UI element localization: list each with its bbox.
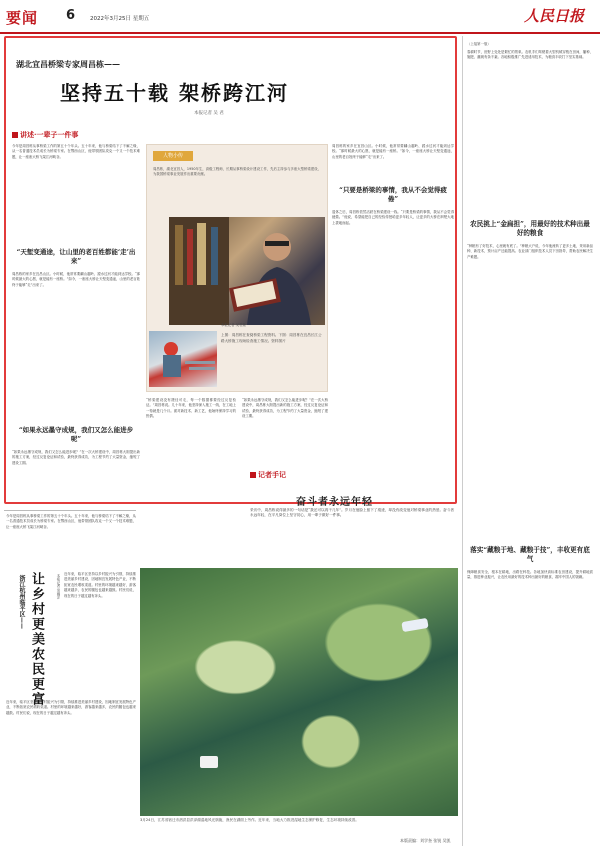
red-square-icon [250, 472, 256, 478]
body-column-3: “如果永远墨守成规，我们又怎么能进步呢？”在一次大桥建设中，周昌栋大胆提出新的施工方案，经过反复论证和试验，最终获得成功，为工程节约了大量资金，缩短了建设工期。 [12, 450, 140, 465]
upper-left-text: 今年是周昌栋从事桥梁工作的第五十个年头。五十年来，他与桥梁结下了不解之缘，从一名普通技术员成长为桥梁专家。在鄂西山区，他带领团队攻克一个又一个技术难题，让一座座大桥飞架江河峡谷。 [6, 514, 136, 529]
featured-article[interactable] [4, 36, 457, 518]
note-body: 采访中，周昌栋说得最多的一句话是“我还可以再干几年”。岁月在他脸上留下了痕迹，却没有改变他对桥梁事业的热爱。奋斗者永远年轻，在平凡岗位上坚守初心，用一辈子做好一件事。 [250, 508, 454, 518]
body-column-7: 退休之后，周昌栋依然活跃在桥梁建设一线。“只要是桥梁的事情，我从不会觉得疲倦。”他说，希望能把自己的经验传授给更多年轻人，让更多的大桥在荆楚大地上拔地而起。 [332, 210, 454, 225]
right-body-2: “种粮有了好技术，心里就有底了。”种粮大户说，今年他流转了更多土地，采用新品种、新技术，预计亩产还能提高。农业部门组织技术人员下田指导，帮助农民解决生产难题。 [467, 244, 593, 259]
article-byline: 本报记者 吴 君 [194, 111, 224, 116]
right-body-1: 春耕时节，田野上处处是繁忙的景象。农机手们驾驶着大型机械穿梭在田间，播种、施肥、灌溉有条不紊。各地积极推广先进适用技术，为粮食丰收打下坚实基础。 [467, 50, 593, 60]
right-column [462, 36, 596, 846]
article-region: 浙江杭州临平区—— [18, 575, 25, 629]
body-column-5: “如果永远墨守成规，我们又怎么能进步呢？”在一次大桥建设中，周昌栋大胆提出新的施工方案，经过反复论证和试验，最终获得成功，为工程节约了大量资金，缩短了建设工期。 [242, 398, 328, 419]
boat-icon [401, 618, 428, 632]
article-kicker: 湖北宜昌桥梁专家周昌栋—— [16, 59, 120, 69]
right-body-3: 保障粮食安全，根本在耕地，出路在科技。各地加快高标准农田建设，提升耕地质量，推进种业振兴，让农民用最好的技术种出最好的粮食，端牢中国人的饭碗。 [467, 570, 593, 580]
site-photo [149, 331, 217, 387]
photo-caption: 上图：周昌栋在查阅桥梁工程资料。下图：周昌栋在宜昌长江公路大桥施工现场检查施工情况。资料图片 [221, 333, 322, 343]
body-column-6: 周昌栋的家乡在宜昌山区。小时候，他常常要翻山越岭、蹚水过河才能到达学校。“那时候最大的心愿，就是能有一座桥。”如今，一座座大桥让天堑变通途，山里的老百姓终于能够“走”出来了。 [332, 144, 454, 159]
masthead [0, 0, 600, 34]
wetland-photo-caption: 3月24日，江苏省宿迁市泗洪县洪泽湖湿地风光旖旎，渔民在湖面上劳作。近年来，当地大力推进湿地生态保护修复，生态环境持续改善。 [140, 818, 359, 822]
bottom-left-body-1: 近年来，临平区坚持以乡村振兴为引领，持续推进美丽乡村建设，因地制宜发展特色产业，不断拓宽农民增收渠道。村里的环境越来越好，游客越来越多，农民的腰包也越来越鼓。村民们说，现在的日子越过越有奔头。 [64, 572, 136, 598]
article-byline-vertical: 本报记者 窦瀚洋 [56, 574, 60, 599]
profile-bio: 周昌栋，湖北宜昌人，1950年生，高级工程师，长期从事桥梁设计建设工作，先后主持参与多座大型桥梁建设，为我国桥梁事业发展作出重要贡献。 [153, 167, 321, 177]
profile-label: 人物小传 [153, 151, 193, 161]
body-column-2: 周昌栋的家乡在宜昌山区。小时候，他常常要翻山越岭、蹚水过河才能到达学校。“那时候最大的心愿，就是能有一座桥。”如今，一座座大桥让天堑变通途，山里的老百姓终于能够“走”出来了。 [12, 272, 140, 287]
right-title-2[interactable]: 落实“藏粮于地、藏粮于技”，丰收更有底气 [470, 546, 590, 563]
worker-illustration-icon [149, 331, 217, 387]
section-name: 要闻 [6, 9, 39, 27]
portrait-illustration-icon [169, 217, 325, 325]
portrait-photo [169, 217, 325, 325]
story-tag [12, 130, 78, 140]
wetland-photo [140, 568, 458, 816]
section-divider [4, 510, 136, 511]
body-column-4: “桥梁建设没有捷径可走，每一个数据都要经过反复验证。”周昌栋说。几十年来，他坚持深入施工一线，在工地上一待就是几个月。面对新技术、新工艺，他始终保持学习的热情。 [146, 398, 236, 419]
subhead-3: “只要是桥梁的事情，我从不会觉得疲倦” [339, 186, 447, 203]
article-headline[interactable]: 坚持五十载 架桥跨江河 [60, 81, 289, 105]
article-title-vertical[interactable]: 让乡村更美农民更富 [29, 572, 44, 707]
subhead-1: “天堑变通途，让山里的老百姓都能‘走’出来” [16, 248, 136, 265]
page-editors: 本版责编：刘学奎 张锐 吴凯 [400, 838, 451, 843]
photo-credit: 本报记者 吴君摄 [221, 323, 246, 327]
boat-icon [200, 756, 218, 768]
profile-box [146, 144, 328, 392]
paper-logo: 人民日报 [523, 7, 584, 25]
note-tag [250, 470, 286, 480]
body-column-1: 今年是周昌栋从事桥梁工作的第五十个年头。五十年来，他与桥梁结下了不解之缘，从一名普通技术员成长为桥梁专家。在鄂西山区，他带领团队攻克一个又一个技术难题，让一座座大桥飞架江河峡谷。 [12, 144, 140, 159]
publication-date: 2022年3月25日 星期五 [90, 16, 150, 22]
right-title-1[interactable]: 农民挑上“金扁担”，用最好的技术种出最好的粮食 [470, 220, 590, 237]
note-title[interactable]: 奋斗者永远年轻 [296, 497, 373, 508]
page-number: 6 [66, 8, 76, 23]
note-tag-label: 记者手记 [258, 470, 286, 479]
red-square-icon [12, 132, 18, 138]
subhead-2: “如果永远墨守成规，我们又怎么能进步呢” [18, 426, 134, 443]
bottom-left-body-2: 近年来，临平区坚持以乡村振兴为引领，持续推进美丽乡村建设，因地制宜发展特色产业，不断拓宽农民增收渠道。村里的环境越来越好，游客越来越多，农民的腰包也越来越鼓。村民们说，现在的日子越过越有奔头。 [6, 700, 136, 715]
story-tag-label: 讲述·一辈子一件事 [20, 130, 79, 139]
continued-label: （上接第一版） [467, 42, 491, 46]
